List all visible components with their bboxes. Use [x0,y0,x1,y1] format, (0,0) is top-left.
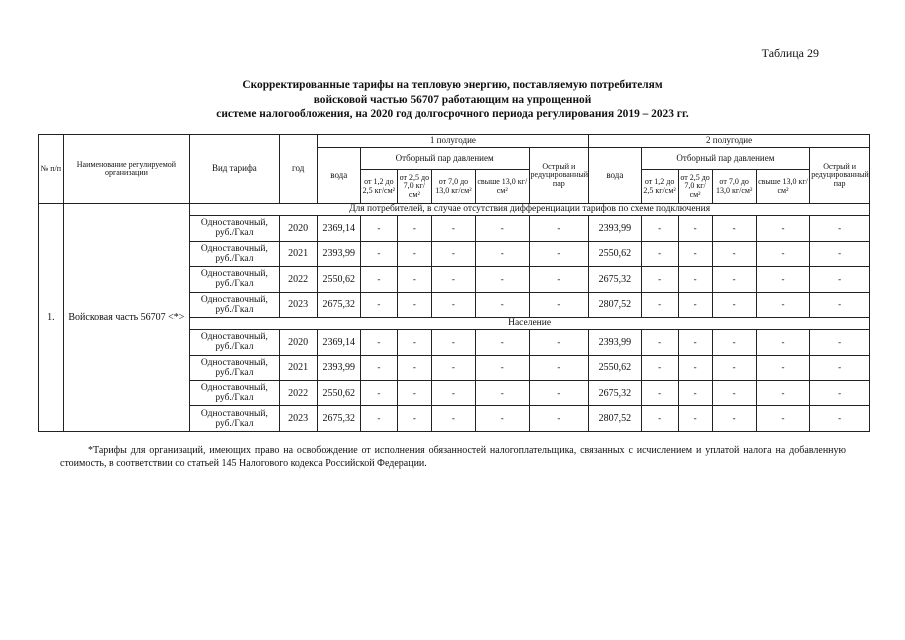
h2-p1-cell: - [641,381,678,406]
h2-sharp-cell: - [810,355,870,380]
h1-p1-cell: - [360,267,397,292]
h1-p4-cell: - [476,355,529,380]
year-cell: 2022 [279,381,317,406]
h2-water-cell: 2807,52 [589,292,641,317]
h1-p4-cell: - [476,330,529,355]
h2-p3-cell: - [712,355,756,380]
header-num: № п/п [39,135,64,204]
header-water-h1: вода [317,148,360,204]
h2-p3-cell: - [712,216,756,241]
h1-p4-cell: - [476,381,529,406]
h2-p4-cell: - [756,355,809,380]
tariff-type-cell: Одноставочный, руб./Гкал [190,216,279,241]
tariff-type-cell: Одноставочный, руб./Гкал [190,292,279,317]
h2-p2-cell: - [678,241,712,266]
h1-p1-cell: - [360,406,397,432]
year-cell: 2020 [279,330,317,355]
tariff-type-cell: Одноставочный, руб./Гкал [190,330,279,355]
h2-p4-cell: - [756,292,809,317]
h2-sharp-cell: - [810,241,870,266]
h2-water-cell: 2550,62 [589,241,641,266]
h1-water-cell: 2369,14 [317,330,360,355]
h2-p4-cell: - [756,267,809,292]
row-number: 1. [39,204,64,432]
h2-p2-cell: - [678,355,712,380]
h1-water-cell: 2550,62 [317,381,360,406]
h1-sharp-cell: - [529,406,589,432]
h1-sharp-cell: - [529,216,589,241]
section-row [39,204,870,216]
h1-p4-cell: - [476,241,529,266]
h2-sharp-cell: - [810,267,870,292]
header-selected-steam-h1: Отборный пар давлением [360,148,529,170]
h1-p3-cell: - [431,216,475,241]
h1-p3-cell: - [431,241,475,266]
header-org: Наименование регулируемой организации [63,135,189,204]
header-sharp-steam-h1: Острый и редуцированный пар [529,148,589,204]
h2-p2-cell: - [678,292,712,317]
section-title: Для потребителей, в случае отсутствия дифференциации тарифов по схеме подключения [190,204,870,216]
h1-p3-cell: - [431,330,475,355]
h2-p4-cell: - [756,216,809,241]
footnote: *Тарифы для организаций, имеющих право на освобождение от исполнения обязанностей налогоплательщика, связанных с исчислением и уплатой налога на добавленную стоимость, в соответствии со статьей 145 Налогового кодекса Российской Федерации. [60,445,846,469]
tariff-body [39,204,870,432]
document-title [0,78,905,122]
header-p1-h2: от 1,2 до 2,5 кг/см² [641,170,678,204]
h1-water-cell: 2550,62 [317,267,360,292]
organization-name: Войсковая часть 56707 <*> [63,204,189,432]
h1-p3-cell: - [431,381,475,406]
tariff-type-cell: Одноставочный, руб./Гкал [190,406,279,432]
h1-water-cell: 2675,32 [317,406,360,432]
h2-p1-cell: - [641,241,678,266]
h2-water-cell: 2675,32 [589,267,641,292]
h1-p2-cell: - [397,330,431,355]
table-number-label: Таблица 29 [761,46,819,60]
h1-p1-cell: - [360,355,397,380]
header-water-h2: вода [589,148,641,204]
h1-p2-cell: - [397,216,431,241]
h1-p2-cell: - [397,381,431,406]
tariff-type-cell: Одноставочный, руб./Гкал [190,355,279,380]
h2-water-cell: 2550,62 [589,355,641,380]
h1-p1-cell: - [360,216,397,241]
h1-p4-cell: - [476,267,529,292]
year-cell: 2023 [279,406,317,432]
h1-p2-cell: - [397,292,431,317]
header-p4-h2: свыше 13,0 кг/см² [756,170,809,204]
h2-water-cell: 2675,32 [589,381,641,406]
h1-p2-cell: - [397,406,431,432]
h1-p4-cell: - [476,292,529,317]
year-cell: 2021 [279,355,317,380]
h2-sharp-cell: - [810,216,870,241]
h2-p3-cell: - [712,406,756,432]
year-cell: 2022 [279,267,317,292]
h2-p4-cell: - [756,381,809,406]
title-line-1: Скорректированные тарифы на тепловую энергию, поставляемую потребителям [242,79,663,91]
h2-p4-cell: - [756,406,809,432]
h1-p2-cell: - [397,355,431,380]
h1-p3-cell: - [431,355,475,380]
h2-p1-cell: - [641,406,678,432]
h2-p2-cell: - [678,330,712,355]
h1-p1-cell: - [360,381,397,406]
tariff-type-cell: Одноставочный, руб./Гкал [190,381,279,406]
h1-p4-cell: - [476,406,529,432]
section-title: Население [190,317,870,329]
h2-p3-cell: - [712,330,756,355]
header-half-1: 1 полугодие [317,135,588,148]
h1-sharp-cell: - [529,267,589,292]
header-p4-h1: свыше 13,0 кг/см² [476,170,529,204]
h2-p4-cell: - [756,330,809,355]
header-half-2: 2 полугодие [589,135,870,148]
header-year: год [279,135,317,204]
h1-p2-cell: - [397,267,431,292]
h2-p2-cell: - [678,216,712,241]
tariff-type-cell: Одноставочный, руб./Гкал [190,241,279,266]
h2-p1-cell: - [641,355,678,380]
h1-p4-cell: - [476,216,529,241]
h1-p3-cell: - [431,267,475,292]
h1-p3-cell: - [431,406,475,432]
h1-sharp-cell: - [529,381,589,406]
header-p3-h2: от 7,0 до 13,0 кг/см² [712,170,756,204]
header-tariff-type: Вид тарифа [190,135,279,204]
h1-sharp-cell: - [529,330,589,355]
h2-p1-cell: - [641,330,678,355]
h1-p1-cell: - [360,241,397,266]
header-sharp-steam-h2: Острый и редуцированный пар [810,148,870,204]
year-cell: 2020 [279,216,317,241]
title-line-2: войсковой частью 56707 работающим на упрощенной [313,93,592,106]
h1-water-cell: 2675,32 [317,292,360,317]
h1-p3-cell: - [431,292,475,317]
header-p1-h1: от 1,2 до 2,5 кг/см² [360,170,397,204]
h2-sharp-cell: - [810,292,870,317]
h2-p2-cell: - [678,267,712,292]
h2-water-cell: 2393,99 [589,216,641,241]
h2-p2-cell: - [678,406,712,432]
year-cell: 2021 [279,241,317,266]
header-selected-steam-h2: Отборный пар давлением [641,148,810,170]
h2-p1-cell: - [641,216,678,241]
h1-sharp-cell: - [529,292,589,317]
h1-water-cell: 2369,14 [317,216,360,241]
header-p2-h2: от 2,5 до 7,0 кг/см² [678,170,712,204]
h2-sharp-cell: - [810,406,870,432]
year-cell: 2023 [279,292,317,317]
h2-sharp-cell: - [810,330,870,355]
h2-water-cell: 2807,52 [589,406,641,432]
header-p3-h1: от 7,0 до 13,0 кг/см² [431,170,475,204]
h2-p3-cell: - [712,292,756,317]
h2-water-cell: 2393,99 [589,330,641,355]
h1-p2-cell: - [397,241,431,266]
h1-water-cell: 2393,99 [317,241,360,266]
tariff-type-cell: Одноставочный, руб./Гкал [190,267,279,292]
h2-p1-cell: - [641,267,678,292]
h1-p1-cell: - [360,292,397,317]
h2-p2-cell: - [678,381,712,406]
h2-sharp-cell: - [810,381,870,406]
h2-p3-cell: - [712,267,756,292]
h1-water-cell: 2393,99 [317,355,360,380]
h2-p3-cell: - [712,381,756,406]
h2-p3-cell: - [712,241,756,266]
h2-p1-cell: - [641,292,678,317]
tariff-table [38,134,870,432]
h1-sharp-cell: - [529,355,589,380]
title-line-3: системе налогообложения, на 2020 год долгосрочного периода регулирования 2019 – 2023 гг. [216,108,689,120]
header-p2-h1: от 2,5 до 7,0 кг/см² [397,170,431,204]
h2-p4-cell: - [756,241,809,266]
h1-p1-cell: - [360,330,397,355]
h1-sharp-cell: - [529,241,589,266]
